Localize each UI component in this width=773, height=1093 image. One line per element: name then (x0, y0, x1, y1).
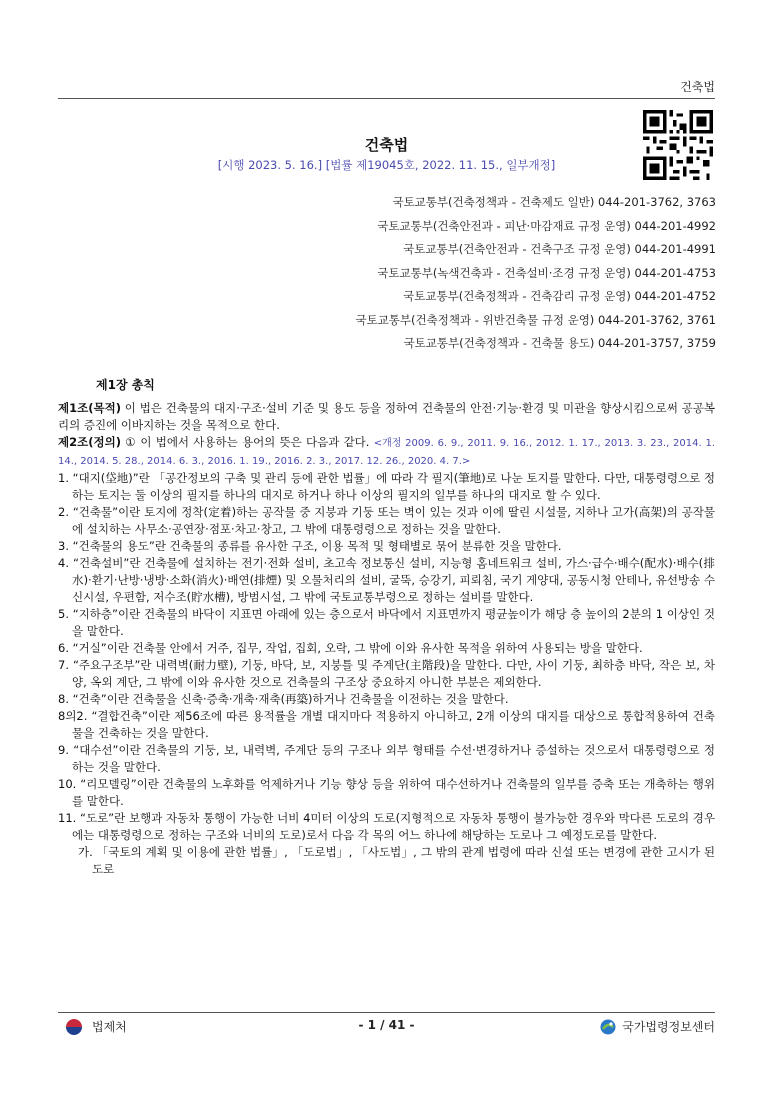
definition-item: 11. “도로”란 보행과 자동차 통행이 가능한 너비 4미터 이상의 도로(지형적으로 자동차 통행이 불가능한 경우와 막다른 도로의 경우에는 대통령령으로 정하는 구조와 너비의 도로)로서 다음 각 목의 어느 하나에 해당하는 도로나 그 예정도로를 말한다. (58, 811, 715, 842)
article-heading[interactable]: 제1조(목적) (58, 401, 121, 415)
definition-item: 6. “거실”이란 건축물 안에서 거주, 집무, 작업, 집회, 오락, 그 밖에 이와 유사한 목적을 위하여 사용되는 방을 말한다. (58, 641, 643, 655)
definition-item: 7. “주요구조부”란 내력벽(耐力壁), 기둥, 바닥, 보, 지붕틀 및 주계단(主階段)을 말한다. 다만, 사이 기둥, 최하층 바닥, 작은 보, 차양, 옥외 계단, 그 밖에 이와 유사한 것으로 건축물의 구조상 중요하지 아니한 부분은 제외한다. (58, 658, 715, 689)
definition-item: 4. “건축설비”란 건축물에 설치하는 전기·전화 설비, 초고속 정보통신 설비, 지능형 홈네트워크 설비, 가스·급수·배수(配水)·배수(排水)·환기·난방·냉방·소화(消火)·배연(排煙) 및 오물처리의 설비, 굴뚝, 승강기, 피뢰침, 국기 게양대, 공동시청 안테나, 유선방송 수신시설, 우편함, 저수조(貯水槽), 방범시설, 그 밖에 국토교통부령으로 정하는 설비를 말한다. (58, 556, 715, 604)
definition-item: 3. “건축물의 용도”란 건축물의 종류를 유사한 구조, 이용 목적 및 형태별로 묶어 분류한 것을 말한다. (58, 539, 562, 553)
amendment-history[interactable]: <개정 2009. 6. 9., 2011. 9. 16., 2012. 1. 17., 2013. 3. 23., 2014. 1. 14., 2014. 5. 28., 2014. 6. 3., 2016. 1. 19., 2016. 2. 3., 2017. 12. 26., 2020. 4. 7.> (58, 438, 715, 467)
enforcement-info: [시행 2023. 5. 16.] [법률 제19045호, 2022. 11. 15., 일부개정] (217, 158, 556, 172)
header-rule (58, 98, 715, 99)
definition-item: 2. “건축물”이란 토지에 정착(定着)하는 공작물 중 지붕과 기둥 또는 벽이 있는 것과 이에 딸린 시설물, 지하나 고가(高架)의 공작물에 설치하는 사무소·공연장·점포·차고·창고, 그 밖에 대통령령으로 정하는 것을 말한다. (58, 505, 715, 536)
chapter-heading: 제1장 총칙 (96, 378, 155, 392)
contact-line: 국토교통부(건축정책과 - 건축물 용도) 044-201-3757, 3759 (403, 336, 716, 350)
definition-item: 5. “지하층”이란 건축물의 바닥이 지표면 아래에 있는 층으로서 바닥에서 지표면까지 평균높이가 해당 층 높이의 2분의 1 이상인 것을 말한다. (58, 607, 715, 638)
running-header: 건축법 (680, 80, 715, 94)
definition-item: 1. “대지(垈地)”란 「공간정보의 구축 및 관리 등에 관한 법률」에 따라 각 필지(筆地)로 나눈 토지를 말한다. 다만, 대통령령으로 정하는 토지는 둘 이상의 필지를 하나의 대지로 하거나 하나 이상의 필지의 일부를 하나의 대지로 할 수 있다. (58, 471, 715, 502)
law-body (58, 400, 715, 878)
article-text: 이 법은 건축물의 대지·구조·설비 기준 및 용도 등을 정하여 건축물의 안전·기능·환경 및 미관을 향상시킴으로써 공공복리의 증진에 이바지하는 것을 목적으로 한다. (58, 401, 715, 432)
article-text: ① 이 법에서 사용하는 용어의 뜻은 다음과 같다. (120, 435, 374, 449)
contact-list (355, 191, 716, 356)
definition-item: 9. “대수선”이란 건축물의 기둥, 보, 내력벽, 주계단 등의 구조나 외부 형태를 수선·변경하거나 증설하는 것으로서 대통령령으로 정하는 것을 말한다. (58, 743, 715, 774)
article-2 (58, 434, 715, 470)
contact-line: 국토교통부(건축정책과 - 위반건축물 규정 운영) 044-201-3762, 3761 (355, 312, 716, 327)
page-number: - 1 / 41 - (358, 1018, 415, 1032)
footer-source: 법제처 (92, 1020, 127, 1034)
footer-right (600, 1018, 715, 1035)
contact-line: 국토교통부(녹색건축과 - 건축설비·조경 규정 운영) 044-201-4753 (377, 265, 716, 280)
contact-line: 국토교통부(건축정책과 - 건축제도 일반) 044-201-3762, 3763 (392, 195, 716, 209)
document-title: 건축법 (364, 136, 409, 154)
definition-item: 10. “리모델링”이란 건축물의 노후화를 억제하거나 기능 향상 등을 위하여 대수선하거나 건축물의 일부를 증축 또는 개축하는 행위를 말한다. (58, 777, 715, 808)
footer-rule (58, 1012, 715, 1013)
contact-line: 국토교통부(건축정책과 - 건축감리 규정 운영) 044-201-4752 (403, 289, 716, 303)
article-1 (58, 400, 715, 434)
article-heading[interactable]: 제2조(정의) (58, 435, 121, 449)
contact-line: 국토교통부(건축안전과 - 건축구조 규정 운영) 044-201-4991 (403, 242, 716, 256)
definition-item: 8의2. “결합건축”이란 제56조에 따른 용적률을 개별 대지마다 적용하지 아니하고, 2개 이상의 대지를 대상으로 통합적용하여 건축물을 건축하는 것을 말한다. (58, 709, 715, 740)
footer-center-name[interactable]: 국가법령정보센터 (622, 1020, 715, 1034)
law-center-logo-icon (600, 1019, 616, 1035)
contact-line: 국토교통부(건축안전과 - 피난·마감재료 규정 운영) 044-201-4992 (377, 218, 716, 233)
definition-subitem: 가. 「국토의 계획 및 이용에 관한 법률」, 「도로법」, 「사도법」, 그 밖의 관계 법령에 따라 신설 또는 변경에 관한 고시가 된 도로 (78, 845, 715, 876)
definition-item: 8. “건축”이란 건축물을 신축·증축·개축·재축(再築)하거나 건축물을 이전하는 것을 말한다. (58, 692, 509, 706)
